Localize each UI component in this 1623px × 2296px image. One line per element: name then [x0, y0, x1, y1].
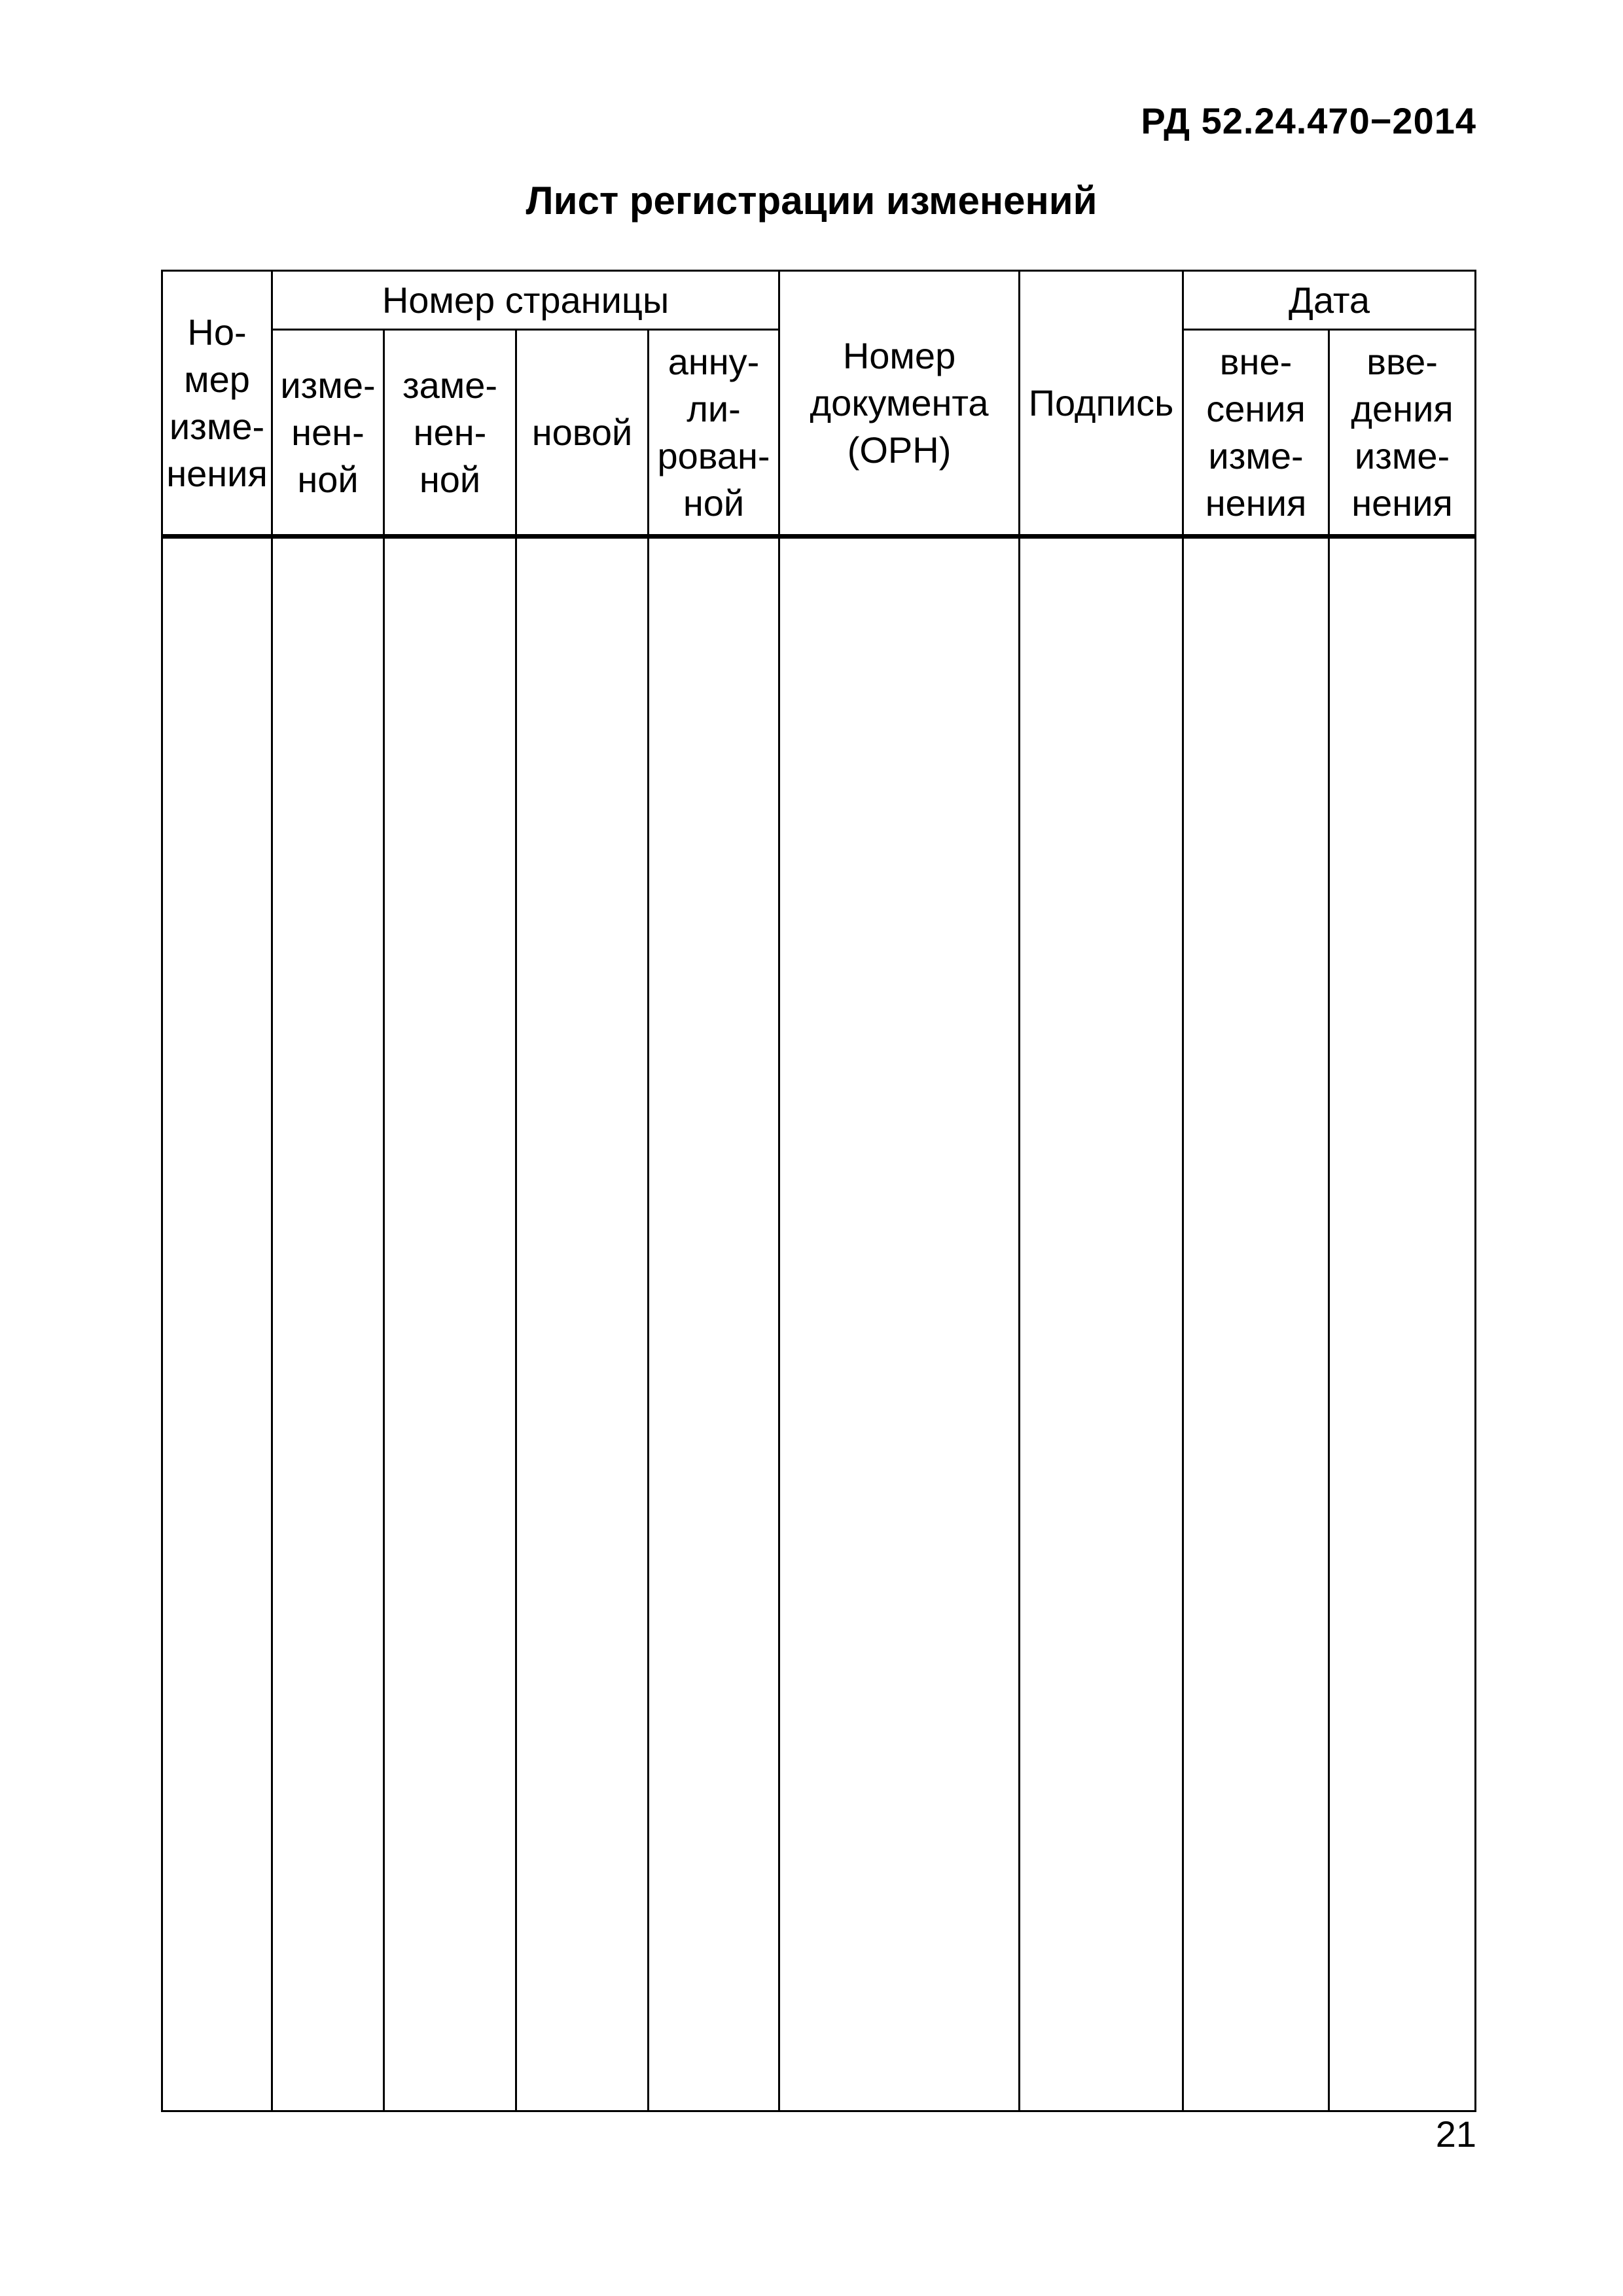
document-code: РД 52.24.470−2014 — [1141, 100, 1476, 141]
header-new: новой — [516, 330, 649, 537]
change-registration-table — [161, 270, 1476, 2112]
cell-date-introduction — [1329, 537, 1476, 2111]
page-title: Лист регистрации изменений — [526, 179, 1097, 223]
cell-replaced — [384, 537, 516, 2111]
cell-date-entry — [1183, 537, 1329, 2111]
cell-change-number — [162, 537, 272, 2111]
cell-signature — [1020, 537, 1183, 2111]
header-document-number: Номер документа (ОРН) — [779, 271, 1020, 537]
header-replaced: заме- нен- ной — [384, 330, 516, 537]
header-change-number: Но- мер изме- нения — [162, 271, 272, 537]
cell-changed — [272, 537, 384, 2111]
header-changed: изме- нен- ной — [272, 330, 384, 537]
header-annulled: анну- ли- рован- ной — [649, 330, 779, 537]
header-signature: Подпись — [1020, 271, 1183, 537]
cell-document-number — [779, 537, 1020, 2111]
header-page-number-group: Номер страницы — [272, 271, 779, 330]
header-date-entry: вне- сения изме- нения — [1183, 330, 1329, 537]
cell-new — [516, 537, 649, 2111]
header-date-introduction: вве- дения изме- нения — [1329, 330, 1476, 537]
page-number: 21 — [1435, 2113, 1476, 2155]
header-date-group: Дата — [1183, 271, 1476, 330]
cell-annulled — [649, 537, 779, 2111]
